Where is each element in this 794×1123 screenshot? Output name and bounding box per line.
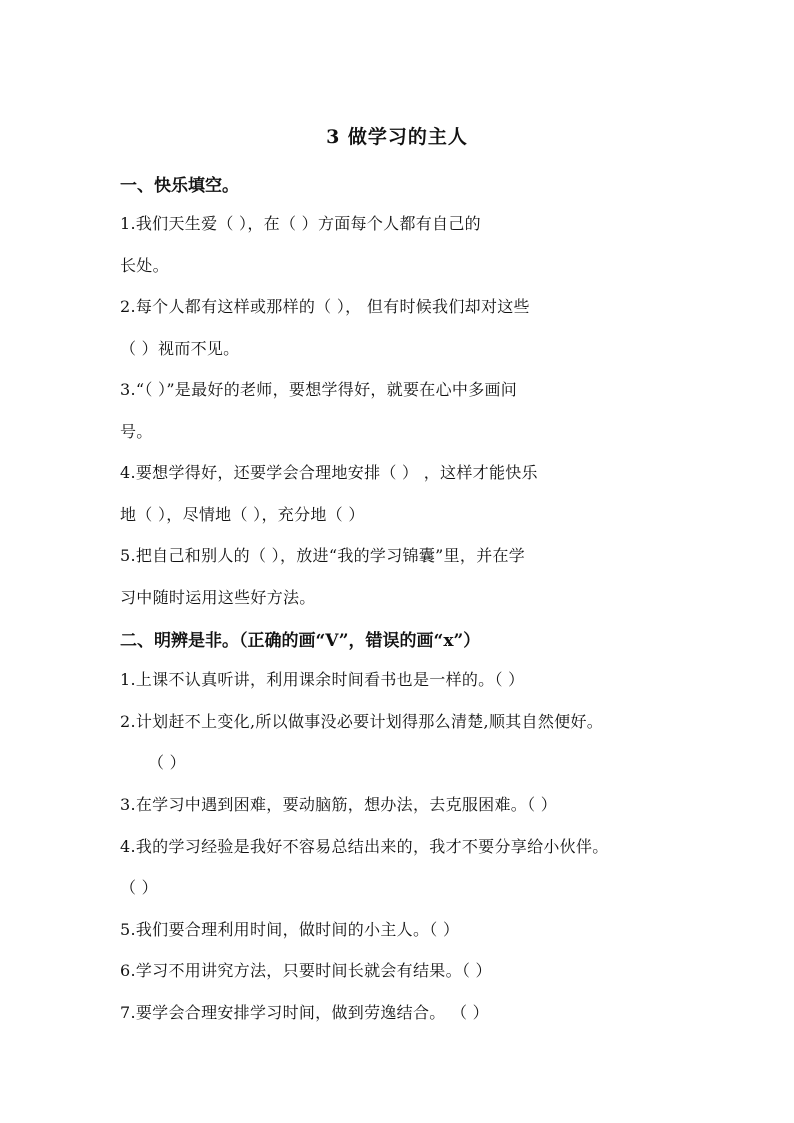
true-false-line: 7.要学会合理安排学习时间，做到劳逸结合。 （ ） <box>120 1003 489 1022</box>
fill-blank-line: 2.每个人都有这样或那样的（ ）， 但有时候我们却对这些 <box>120 297 530 316</box>
fill-blank-line: （ ）视而不见。 <box>120 339 240 358</box>
true-false-line: 1.上课不认真听讲，利用课余时间看书也是一样的。（ ） <box>120 670 525 689</box>
true-false-line: 4.我的学习经验是我好不容易总结出来的，我才不要分享给小伙伴。 <box>120 837 609 856</box>
page-title: 3 做学习的主人 <box>326 126 468 148</box>
true-false-line: 5.我们要合理利用时间，做时间的小主人。（ ） <box>120 920 460 939</box>
fill-blank-line: 5.把自己和别人的（ ），放进“我的学习锦囊”里，并在学 <box>120 546 526 565</box>
true-false-line: 3.在学习中遇到困难，要动脑筋，想办法，去克服困难。（ ） <box>120 795 558 814</box>
fill-blank-line: 长处。 <box>120 256 169 275</box>
section-1-heading: 一、快乐填空。 <box>120 176 239 196</box>
true-false-line: 2.计划赶不上变化,所以做事没必要计划得那么清楚,顺其自然便好。 <box>120 712 604 731</box>
fill-blank-line: 1.我们天生爱（ ），在（ ）方面每个人都有自己的 <box>120 214 481 233</box>
fill-blank-line: 地（ ），尽情地（ ），充分地（ ） <box>120 505 365 524</box>
true-false-line: （ ） <box>148 753 186 772</box>
fill-blank-line: 4.要想学得好，还要学会合理地安排（ ） ，这样才能快乐 <box>120 463 538 482</box>
true-false-line: （ ） <box>120 878 158 897</box>
section-2-heading: 二、明辨是非。（正确的画“V”，错误的画“x”） <box>120 631 481 651</box>
true-false-line: 6.学习不用讲究方法，只要时间长就会有结果。（ ） <box>120 961 492 980</box>
fill-blank-line: 3.“（ ）”是最好的老师，要想学得好，就要在心中多画问 <box>120 380 518 399</box>
fill-blank-line: 号。 <box>120 422 153 441</box>
fill-blank-line: 习中随时运用这些好方法。 <box>120 588 316 607</box>
